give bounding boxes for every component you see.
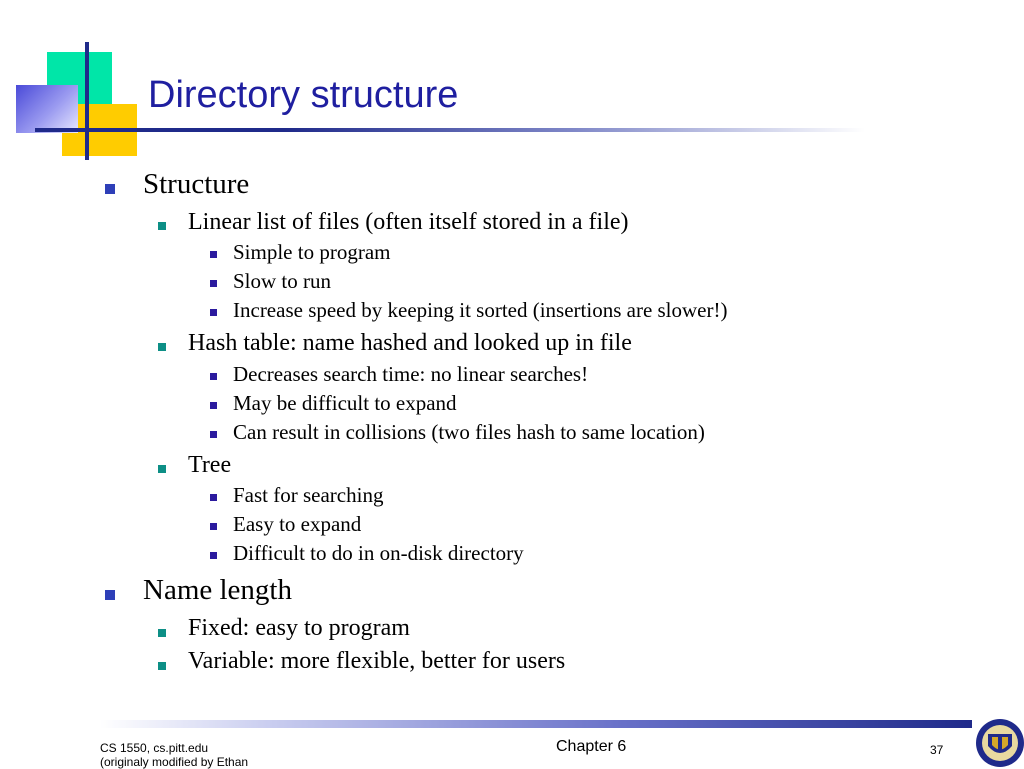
university-seal-icon xyxy=(975,716,1024,768)
bullet-l2 xyxy=(158,343,166,351)
bullet-text: Can result in collisions (two files hash to same location) xyxy=(233,420,705,444)
page-number: 37 xyxy=(930,743,944,757)
bullet-text: Linear list of files (often itself stored in a file) xyxy=(188,209,629,235)
bullet-l3 xyxy=(210,251,217,258)
bullet-l3 xyxy=(210,552,217,559)
bullet-l3 xyxy=(210,309,217,316)
bullet-l1 xyxy=(105,590,115,600)
bullet-l3 xyxy=(210,431,217,438)
bullet-text: Tree xyxy=(188,452,232,478)
bullet-l2 xyxy=(158,465,166,473)
bullet-l3 xyxy=(210,280,217,287)
bullet-text: Variable: more flexible, better for users xyxy=(188,648,566,674)
title-underline xyxy=(35,128,865,132)
bullet-text: Hash table: name hashed and looked up in file xyxy=(188,330,632,356)
footer-course xyxy=(100,741,248,769)
bullet-l2 xyxy=(158,222,166,230)
bullet-text: Slow to run xyxy=(233,269,332,293)
bullet-text: Name length xyxy=(143,574,292,606)
bullet-l3 xyxy=(210,402,217,409)
bullet-l3 xyxy=(210,373,217,380)
footer-chapter: Chapter 6 xyxy=(556,738,627,755)
bullet-text: Increase speed by keeping it sorted (insertions are slower!) xyxy=(233,298,728,322)
bullet-l1 xyxy=(105,184,115,194)
bullet-text: Decreases search time: no linear searches! xyxy=(233,362,589,386)
footer-divider xyxy=(100,720,972,728)
bullet-l3 xyxy=(210,494,217,501)
bullet-text: Fast for searching xyxy=(233,483,384,507)
decor-square-blue xyxy=(16,85,78,133)
bullet-text: Simple to program xyxy=(233,240,391,264)
bullet-l2 xyxy=(158,662,166,670)
bullet-text: May be difficult to expand xyxy=(233,391,457,415)
footer-course-line2: (originaly modified by Ethan xyxy=(100,755,249,769)
decor-vertical-line xyxy=(85,42,89,160)
bullet-text: Easy to expand xyxy=(233,512,362,536)
bullet-text: Difficult to do in on-disk directory xyxy=(233,541,524,565)
bullet-text: Fixed: easy to program xyxy=(188,615,410,641)
bullet-l2 xyxy=(158,629,166,637)
footer-course-line1: CS 1550, cs.pitt.edu xyxy=(100,741,209,755)
bullet-text: Structure xyxy=(143,168,250,200)
slide-title: Directory structure xyxy=(148,74,459,116)
bullet-l3 xyxy=(210,523,217,530)
